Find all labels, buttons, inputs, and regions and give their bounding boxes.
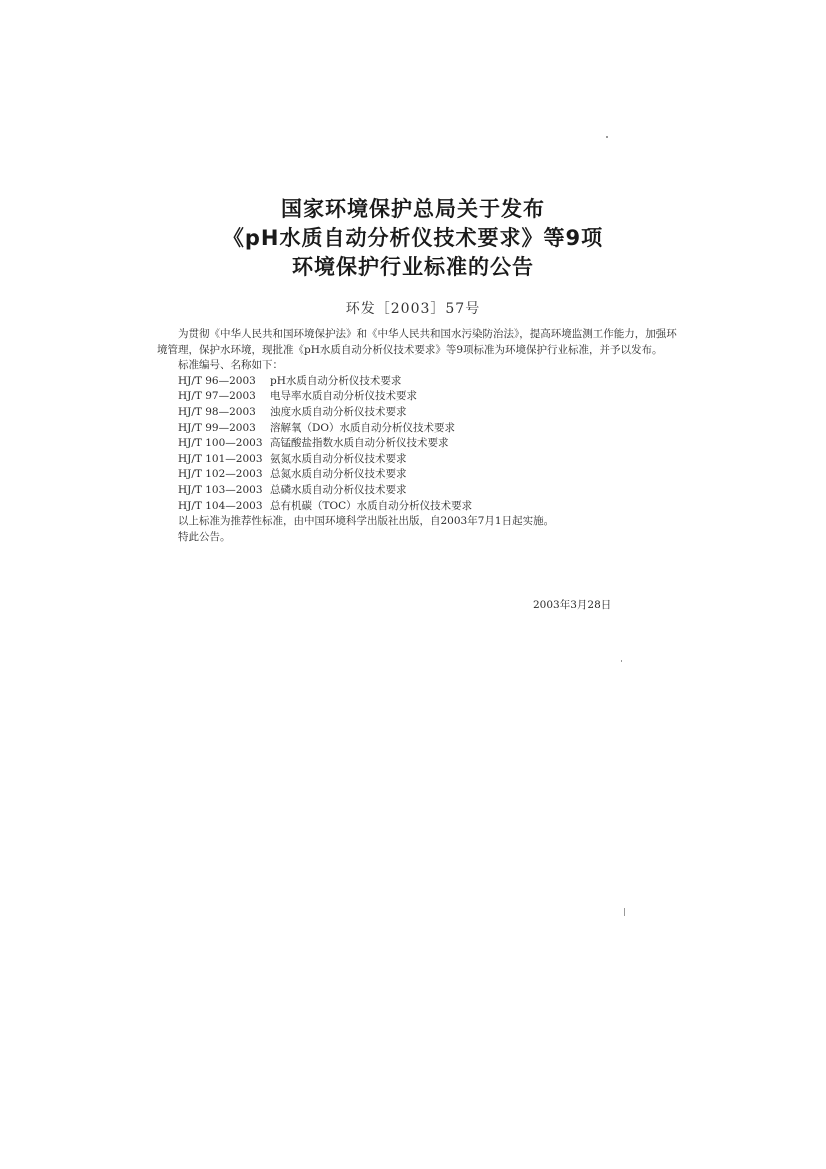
title-line-1: 国家环境保护总局关于发布 — [281, 197, 545, 221]
standard-code: HJ/T 104—2003 — [178, 499, 263, 512]
list-item — [178, 499, 677, 515]
list-item — [178, 405, 677, 421]
list-item — [178, 483, 677, 499]
announcement-date: 2003年3月28日 — [533, 599, 612, 611]
scan-speck — [624, 908, 625, 916]
scan-speck — [606, 136, 608, 138]
document-number: 环发［2003］57号 — [345, 301, 481, 317]
standard-name: 电导率水质自动分析仪技术要求 — [270, 390, 417, 403]
title-line-2: 《pH水质自动分析仪技术要求》等9项 — [222, 226, 604, 250]
standard-code: HJ/T 102—2003 — [178, 468, 263, 481]
standard-name: 溶解氧（DO）水质自动分析仪技术要求 — [270, 421, 456, 434]
list-item — [178, 421, 677, 437]
standard-code: HJ/T 97—2003 — [178, 390, 256, 403]
standard-code: HJ/T 98—2003 — [178, 405, 256, 418]
announcement-body — [157, 327, 677, 545]
standard-name: 高锰酸盐指数水质自动分析仪技术要求 — [270, 437, 449, 450]
announcement-title — [0, 195, 826, 282]
standard-name: 总磷水质自动分析仪技术要求 — [270, 483, 407, 496]
standards-list — [157, 374, 677, 514]
standard-name: 浊度水质自动分析仪技术要求 — [270, 405, 407, 418]
standard-name: 氨氮水质自动分析仪技术要求 — [270, 452, 407, 465]
standards-intro: 标准编号、名称如下： — [178, 359, 283, 372]
standard-name: 总氮水质自动分析仪技术要求 — [270, 468, 407, 481]
standard-name: pH水质自动分析仪技术要求 — [270, 374, 402, 387]
title-line-3: 环境保护行业标准的公告 — [292, 255, 534, 279]
standard-code: HJ/T 96—2003 — [178, 374, 256, 387]
standard-code: HJ/T 101—2003 — [178, 452, 263, 465]
standard-code: HJ/T 100—2003 — [178, 437, 263, 450]
standard-name: 总有机碳（TOC）水质自动分析仪技术要求 — [270, 499, 473, 512]
standard-code: HJ/T 103—2003 — [178, 483, 263, 496]
implementation-note: 以上标准为推荐性标准，由中国环境科学出版社出版，自2003年7月1日起实施。 — [178, 515, 555, 528]
closing-phrase: 特此公告。 — [178, 530, 231, 543]
list-item — [178, 436, 677, 452]
standard-code: HJ/T 99—2003 — [178, 421, 256, 434]
list-item — [178, 374, 677, 390]
list-item — [178, 452, 677, 468]
list-item — [178, 467, 677, 483]
scan-speck — [621, 660, 622, 662]
body-paragraph: 为贯彻《中华人民共和国环境保护法》和《中华人民共和国水污染防治法》，提高环境监测工作能力，加强环境管理，保护水环境，现批准《pH水质自动分析仪技术要求》等9项标准为环境保护行业标准，并予以发布。 — [157, 328, 677, 356]
list-item — [178, 389, 677, 405]
